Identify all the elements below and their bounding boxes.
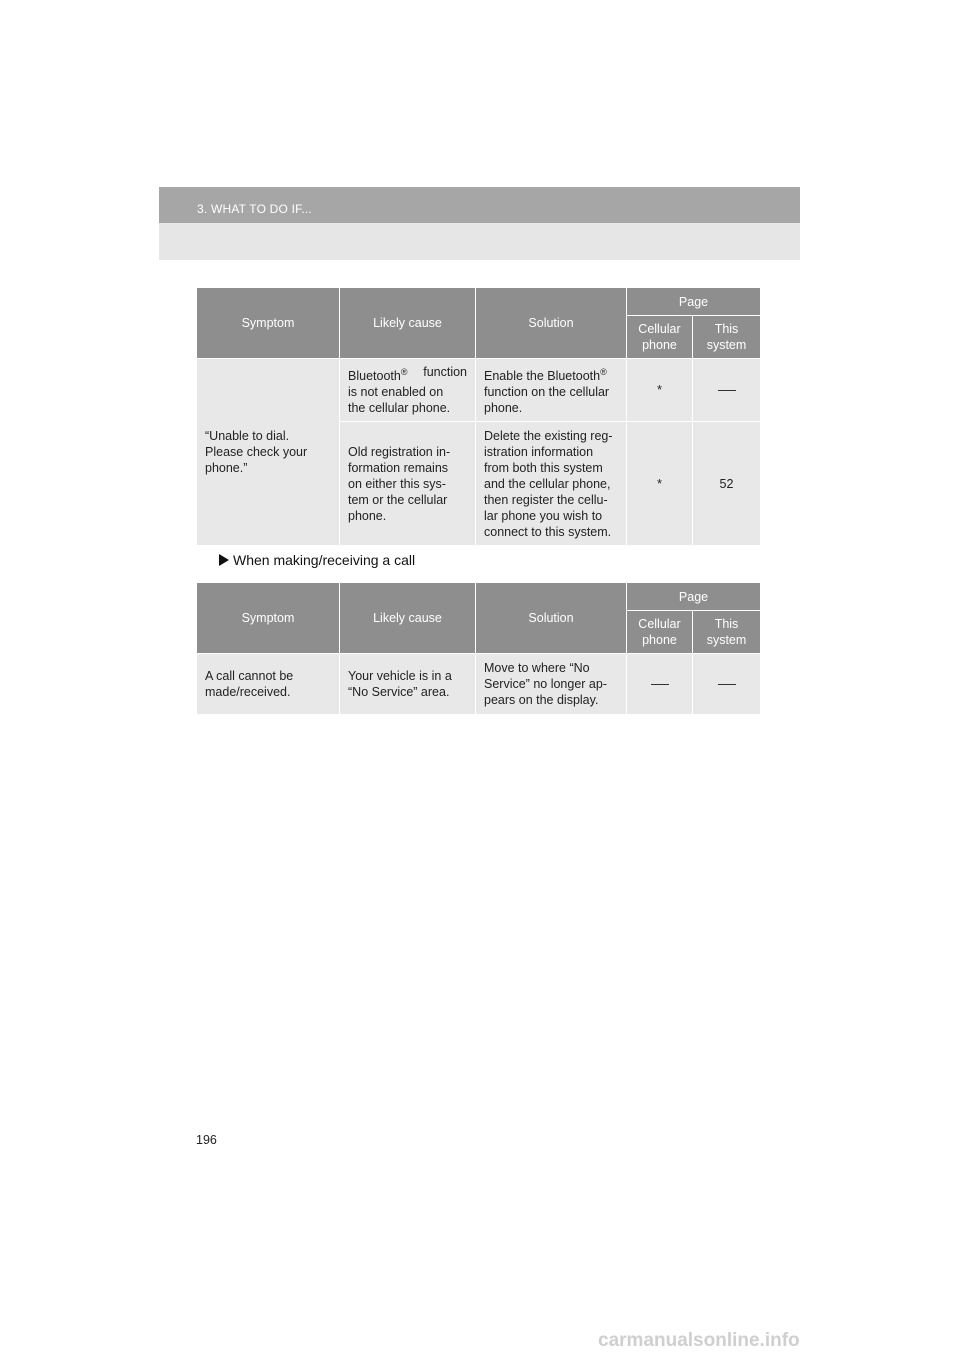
dash-mark xyxy=(651,684,669,685)
header-likely-cause: Likely cause xyxy=(340,583,476,654)
section-header-bar xyxy=(159,187,800,223)
header-page: Page xyxy=(627,583,761,611)
section-heading: When making/receiving a call xyxy=(219,552,415,568)
header-this-system: This system xyxy=(693,316,761,359)
symptom-cell xyxy=(197,359,340,546)
header-this-system: This system xyxy=(693,611,761,654)
header-symptom: Symptom xyxy=(197,288,340,359)
asterisk-mark: * xyxy=(656,382,663,397)
cause-cell: Your vehicle is in a “No Service” area. xyxy=(340,654,476,715)
cause-cell: Bluetooth® function is not enabled on the cellular phone. xyxy=(340,359,476,422)
troubleshooting-table-call xyxy=(196,582,761,715)
header-cellular-phone: Cellular phone xyxy=(627,611,693,654)
symptom-line: Please check your xyxy=(205,445,308,459)
symptom-line: phone.” xyxy=(205,461,248,475)
site-watermark-logo xyxy=(598,1326,898,1352)
symptom-line: “Unable to dial. xyxy=(205,429,290,443)
solution-cell: Enable the Bluetooth® function on the cellular phone. xyxy=(476,359,627,422)
system-page-cell xyxy=(693,422,761,546)
svg-text:carmanualsonline.info: carmanualsonline.info xyxy=(598,1330,800,1351)
cellular-page-cell xyxy=(627,359,693,422)
system-page-cell xyxy=(693,654,761,715)
symptom-cell: A call cannot be made/received. xyxy=(197,654,340,715)
registered-mark: ® xyxy=(400,366,408,377)
cellular-page-cell xyxy=(627,654,693,715)
header-likely-cause: Likely cause xyxy=(340,288,476,359)
system-page-cell xyxy=(693,359,761,422)
cellular-page-cell xyxy=(627,422,693,546)
section-title: 3. WHAT TO DO IF... xyxy=(197,202,312,216)
section-subheader-band xyxy=(159,223,800,260)
header-solution: Solution xyxy=(476,288,627,359)
header-solution: Solution xyxy=(476,583,627,654)
solution-cell: Delete the existing reg- istration information from both this system and the cellular phone, then register the cellu- lar phone you wish to connect to this system. xyxy=(476,422,627,546)
header-page: Page xyxy=(627,288,761,316)
page-reference: 52 xyxy=(719,476,734,491)
troubleshooting-table-dial xyxy=(196,287,761,546)
dash-mark xyxy=(718,390,736,391)
cause-cell: Old registration in- formation remains on either this sys- tem or the cellular phone. xyxy=(340,422,476,546)
asterisk-mark: * xyxy=(656,475,663,491)
dash-mark xyxy=(718,684,736,685)
triangle-bullet-icon xyxy=(219,554,229,566)
header-symptom: Symptom xyxy=(197,583,340,654)
solution-cell: Move to where “No Service” no longer ap- pears on the display. xyxy=(476,654,627,715)
header-cellular-phone: Cellular phone xyxy=(627,316,693,359)
page-number: 196 xyxy=(196,1133,217,1147)
